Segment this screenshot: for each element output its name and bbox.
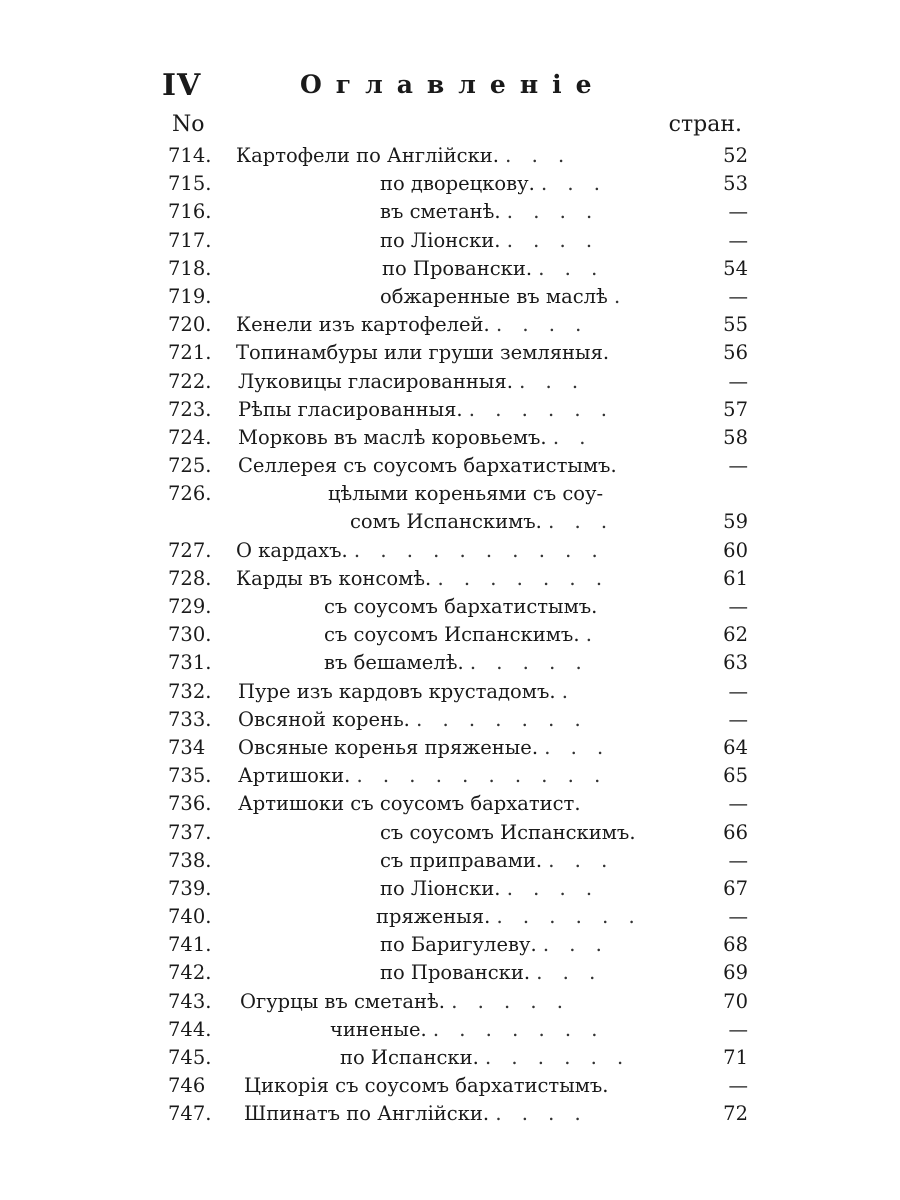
leader-dots: . . . xyxy=(505,144,572,167)
entry-page-number: 72 xyxy=(723,1102,748,1126)
entry-number: 725. xyxy=(168,454,212,478)
entry-title xyxy=(238,678,575,706)
entry-text: по Провански. xyxy=(380,961,531,985)
toc-entry xyxy=(168,1100,748,1128)
entry-number: 734 xyxy=(168,735,206,759)
toc-entry xyxy=(168,170,748,198)
entry-page-number: — xyxy=(728,369,748,393)
entry-number: 733. xyxy=(168,707,212,731)
entry-page-number: — xyxy=(728,454,748,478)
leader-dots: . . . xyxy=(548,510,615,534)
entry-page-number: — xyxy=(728,679,748,703)
entry-number: 742. xyxy=(168,961,212,985)
toc-entry xyxy=(168,198,748,226)
toc-entry xyxy=(168,227,748,255)
entry-title xyxy=(244,1100,588,1128)
leader-dots: . . . xyxy=(544,735,611,759)
entry-page-number: 55 xyxy=(723,313,748,337)
entry-number: 732. xyxy=(168,679,212,703)
toc-entry xyxy=(168,706,748,734)
entry-number: 716. xyxy=(168,200,212,224)
entry-page-number: — xyxy=(728,200,748,224)
entry-title xyxy=(240,988,570,1016)
entry-text: по Ліонски. xyxy=(380,228,501,252)
leader-dots: . xyxy=(585,623,599,647)
entry-title xyxy=(238,790,581,818)
entry-number: 714. xyxy=(168,144,212,167)
entry-title xyxy=(238,424,592,452)
entry-title xyxy=(238,734,610,762)
leader-dots: . . . . xyxy=(506,200,600,224)
toc-entry xyxy=(168,790,748,818)
entry-number: 722. xyxy=(168,369,212,393)
entry-title xyxy=(380,959,602,987)
toc-entry xyxy=(168,903,748,931)
entry-page-number: 65 xyxy=(723,764,748,788)
leader-dots: . . . . . . xyxy=(496,905,642,929)
entry-title xyxy=(350,508,614,536)
entry-number: 741. xyxy=(168,933,212,957)
toc-entry xyxy=(168,988,748,1016)
entry-page-number: 71 xyxy=(723,1046,748,1069)
entry-page-number: — xyxy=(728,1074,748,1098)
leader-dots: . . . . . . . . . . xyxy=(356,764,608,788)
entry-number: 718. xyxy=(168,256,212,280)
entry-number: 745. xyxy=(168,1046,212,1069)
entry-page-number: 63 xyxy=(723,651,748,675)
page-header xyxy=(162,62,762,110)
leader-dots: . . . xyxy=(541,172,608,196)
entry-number: 721. xyxy=(168,341,212,365)
toc-entry xyxy=(168,1016,748,1044)
entry-page-number: — xyxy=(728,707,748,731)
entry-title xyxy=(244,1072,609,1100)
entry-text: по Баригулеву. xyxy=(380,933,537,957)
toc-entry xyxy=(168,1072,748,1100)
entry-number: 743. xyxy=(168,989,212,1013)
toc-entry xyxy=(168,396,748,424)
entry-text: чиненые. xyxy=(330,1017,427,1041)
toc-entry xyxy=(168,480,748,508)
entry-title xyxy=(324,593,597,621)
entry-title xyxy=(380,931,609,959)
entry-title xyxy=(324,621,599,649)
toc-entry xyxy=(168,931,748,959)
entry-number: 736. xyxy=(168,792,212,816)
entry-page-number: — xyxy=(728,595,748,618)
entry-title xyxy=(236,142,571,170)
entry-text: по Провански. xyxy=(382,256,533,280)
leader-dots: . . . . . . . xyxy=(416,707,588,731)
toc-entry xyxy=(168,255,748,283)
entry-page-number: 59 xyxy=(723,510,748,534)
entry-page-number: 52 xyxy=(723,144,748,167)
entry-text: Рѣпы глacированныя. xyxy=(238,397,463,421)
toc-entry xyxy=(168,678,748,706)
leader-dots: . . xyxy=(552,425,593,449)
entry-title xyxy=(382,255,604,283)
entry-page-number: 67 xyxy=(723,876,748,900)
column-heading-number: No xyxy=(172,112,205,137)
entry-page-number: 56 xyxy=(723,341,748,365)
entry-title xyxy=(238,368,585,396)
toc-entry xyxy=(168,621,748,649)
entry-title xyxy=(328,480,603,508)
entry-text: сомъ Испанскимъ. xyxy=(350,510,542,534)
entry-number: 715. xyxy=(168,172,212,196)
entry-text: Карды въ консомѣ. xyxy=(236,566,432,590)
entry-title xyxy=(238,762,607,790)
entry-number: 728. xyxy=(168,566,212,590)
entry-text: Пуре изъ кардовъ крустадомъ. xyxy=(238,679,556,703)
toc-entry xyxy=(168,649,748,677)
leader-dots: . . . xyxy=(548,848,615,872)
toc-entry xyxy=(168,959,748,987)
leader-dots: . . . . xyxy=(495,313,589,337)
entry-page-number: 64 xyxy=(723,735,748,759)
entry-page-number: — xyxy=(728,1017,748,1041)
entry-text: О кардахъ. xyxy=(236,538,348,562)
entry-number: 723. xyxy=(168,397,212,421)
entry-title xyxy=(340,1044,630,1072)
entry-text: Кенели изъ картофелей. xyxy=(236,313,490,337)
leader-dots: . . . . xyxy=(506,228,600,252)
leader-dots: . . . xyxy=(519,369,586,393)
entry-text: съ приправами. xyxy=(380,848,543,872)
entry-number: 731. xyxy=(168,651,212,675)
toc-entry xyxy=(168,283,748,311)
toc-entry xyxy=(168,142,748,170)
toc-entry xyxy=(168,762,748,790)
entry-text: обжаренные въ маслѣ xyxy=(380,284,608,308)
leader-dots: . . . . . . xyxy=(485,1046,631,1069)
leader-dots: . . . xyxy=(538,256,605,280)
entry-text: Цикорія съ соусомъ бархатистымъ. xyxy=(244,1074,609,1098)
leader-dots: . . . . xyxy=(495,1102,588,1126)
entry-title xyxy=(236,537,605,565)
entry-page-number: 68 xyxy=(723,933,748,957)
entry-title xyxy=(380,198,599,226)
entry-page-number: 57 xyxy=(723,397,748,421)
entry-page-number: 66 xyxy=(723,820,748,844)
entry-text: Топинамбуры или груши земляныя. xyxy=(236,341,610,365)
leader-dots: . . . . xyxy=(506,876,600,900)
entry-title xyxy=(380,227,599,255)
leader-dots: . . . . . . . xyxy=(432,1017,605,1041)
toc-entry xyxy=(168,565,748,593)
entry-number: 739. xyxy=(168,876,212,900)
entry-text: Морковь въ маслѣ коровьемъ. xyxy=(238,425,547,449)
entry-text: съ соусомъ Испанскимъ. xyxy=(324,623,580,647)
column-headings xyxy=(172,112,742,142)
entry-page-number: 69 xyxy=(723,961,748,985)
column-heading-page: стран. xyxy=(668,112,742,137)
entry-number: 730. xyxy=(168,623,212,647)
leader-dots: . . . . . . . . . . xyxy=(353,538,605,562)
entry-page-number: — xyxy=(728,284,748,308)
entry-page-number: 53 xyxy=(723,172,748,196)
entry-title xyxy=(330,1016,604,1044)
entry-text: по Испански. xyxy=(340,1046,479,1069)
toc-entry xyxy=(168,368,748,396)
entry-number: 724. xyxy=(168,425,212,449)
entry-text: пряженыя. xyxy=(376,905,491,929)
entry-number: 740. xyxy=(168,905,212,929)
entry-number: 726. xyxy=(168,482,212,506)
toc-entry xyxy=(168,875,748,903)
leader-dots: . xyxy=(561,679,575,703)
entry-title xyxy=(238,396,614,424)
entry-page-number: 58 xyxy=(723,425,748,449)
page-title: Оглавленіе xyxy=(300,70,606,99)
entry-number: 735. xyxy=(168,764,212,788)
entry-page-number: 61 xyxy=(723,566,748,590)
entry-number: 719. xyxy=(168,284,212,308)
entry-page-number: 62 xyxy=(723,623,748,647)
entry-text: Овсяной корень. xyxy=(238,707,410,731)
entry-page-number: 54 xyxy=(723,256,748,280)
entry-text: Овсяные коренья пряженые. xyxy=(238,735,539,759)
entry-page-number: — xyxy=(728,848,748,872)
toc-entry xyxy=(168,424,748,452)
leader-dots: . . . . . . xyxy=(468,397,614,421)
toc-entry xyxy=(168,452,748,480)
entry-text: цѣлыми кореньями съ соу- xyxy=(328,482,604,506)
entry-number: 720. xyxy=(168,313,212,337)
entry-text: съ соусомъ бархатистымъ. xyxy=(324,595,598,618)
toc-entry xyxy=(168,1044,748,1072)
entry-title xyxy=(380,170,607,198)
entry-text: Луковицы глacированныя. xyxy=(238,369,513,393)
leader-dots: . . . . . xyxy=(451,989,570,1013)
toc-entry xyxy=(168,508,748,536)
leader-dots: . . . . . . . xyxy=(437,566,610,590)
entry-number: 738. xyxy=(168,848,212,872)
entry-number: 727. xyxy=(168,538,212,562)
leader-dots: . xyxy=(613,284,628,308)
entry-number: 737. xyxy=(168,820,212,844)
toc-entry xyxy=(168,339,748,367)
toc-entry xyxy=(168,593,748,621)
entry-title xyxy=(376,903,642,931)
entry-text: въ бешамелѣ. xyxy=(324,651,464,675)
entry-title xyxy=(238,706,588,734)
entry-page-number: 60 xyxy=(723,538,748,562)
entry-number: 729. xyxy=(168,595,212,618)
entry-page-number: — xyxy=(728,228,748,252)
toc-entry xyxy=(168,311,748,339)
page-number: IV xyxy=(162,68,202,103)
entry-title xyxy=(324,649,589,677)
table-of-contents xyxy=(168,142,748,1129)
entry-title xyxy=(380,875,599,903)
leader-dots: . . . xyxy=(536,961,603,985)
entry-text: въ сметанѣ. xyxy=(380,200,501,224)
entry-text: Огурцы въ сметанѣ. xyxy=(240,989,445,1013)
toc-entry xyxy=(168,734,748,762)
entry-text: Шпинатъ по Англійски. xyxy=(244,1102,490,1126)
entry-title xyxy=(236,311,588,339)
entry-text: Артишоки съ соусомъ бархатист. xyxy=(238,792,581,816)
entry-number: 747. xyxy=(168,1102,212,1126)
entry-page-number: — xyxy=(728,905,748,929)
entry-title xyxy=(380,819,636,847)
entry-text: по дворецкову. xyxy=(380,172,535,196)
toc-entry xyxy=(168,847,748,875)
entry-title xyxy=(236,565,609,593)
entry-title xyxy=(380,847,614,875)
entry-title xyxy=(380,283,627,311)
entry-text: съ соусомъ Испанскимъ. xyxy=(380,820,636,844)
entry-number: 746 xyxy=(168,1074,206,1098)
entry-text: Картофели по Англійски. xyxy=(236,144,499,167)
entry-page-number: — xyxy=(728,792,748,816)
entry-number: 744. xyxy=(168,1017,212,1041)
toc-entry xyxy=(168,819,748,847)
entry-text: по Ліонски. xyxy=(380,876,501,900)
leader-dots: . . . xyxy=(542,933,609,957)
entry-title xyxy=(238,452,617,480)
entry-number: 717. xyxy=(168,228,212,252)
leader-dots: . . . . . xyxy=(469,651,589,675)
entry-text: Селлерея съ соусомъ бархатистымъ. xyxy=(238,454,617,478)
entry-title xyxy=(236,339,609,367)
entry-page-number: 70 xyxy=(723,989,748,1013)
toc-entry xyxy=(168,537,748,565)
entry-text: Артишоки. xyxy=(238,764,351,788)
